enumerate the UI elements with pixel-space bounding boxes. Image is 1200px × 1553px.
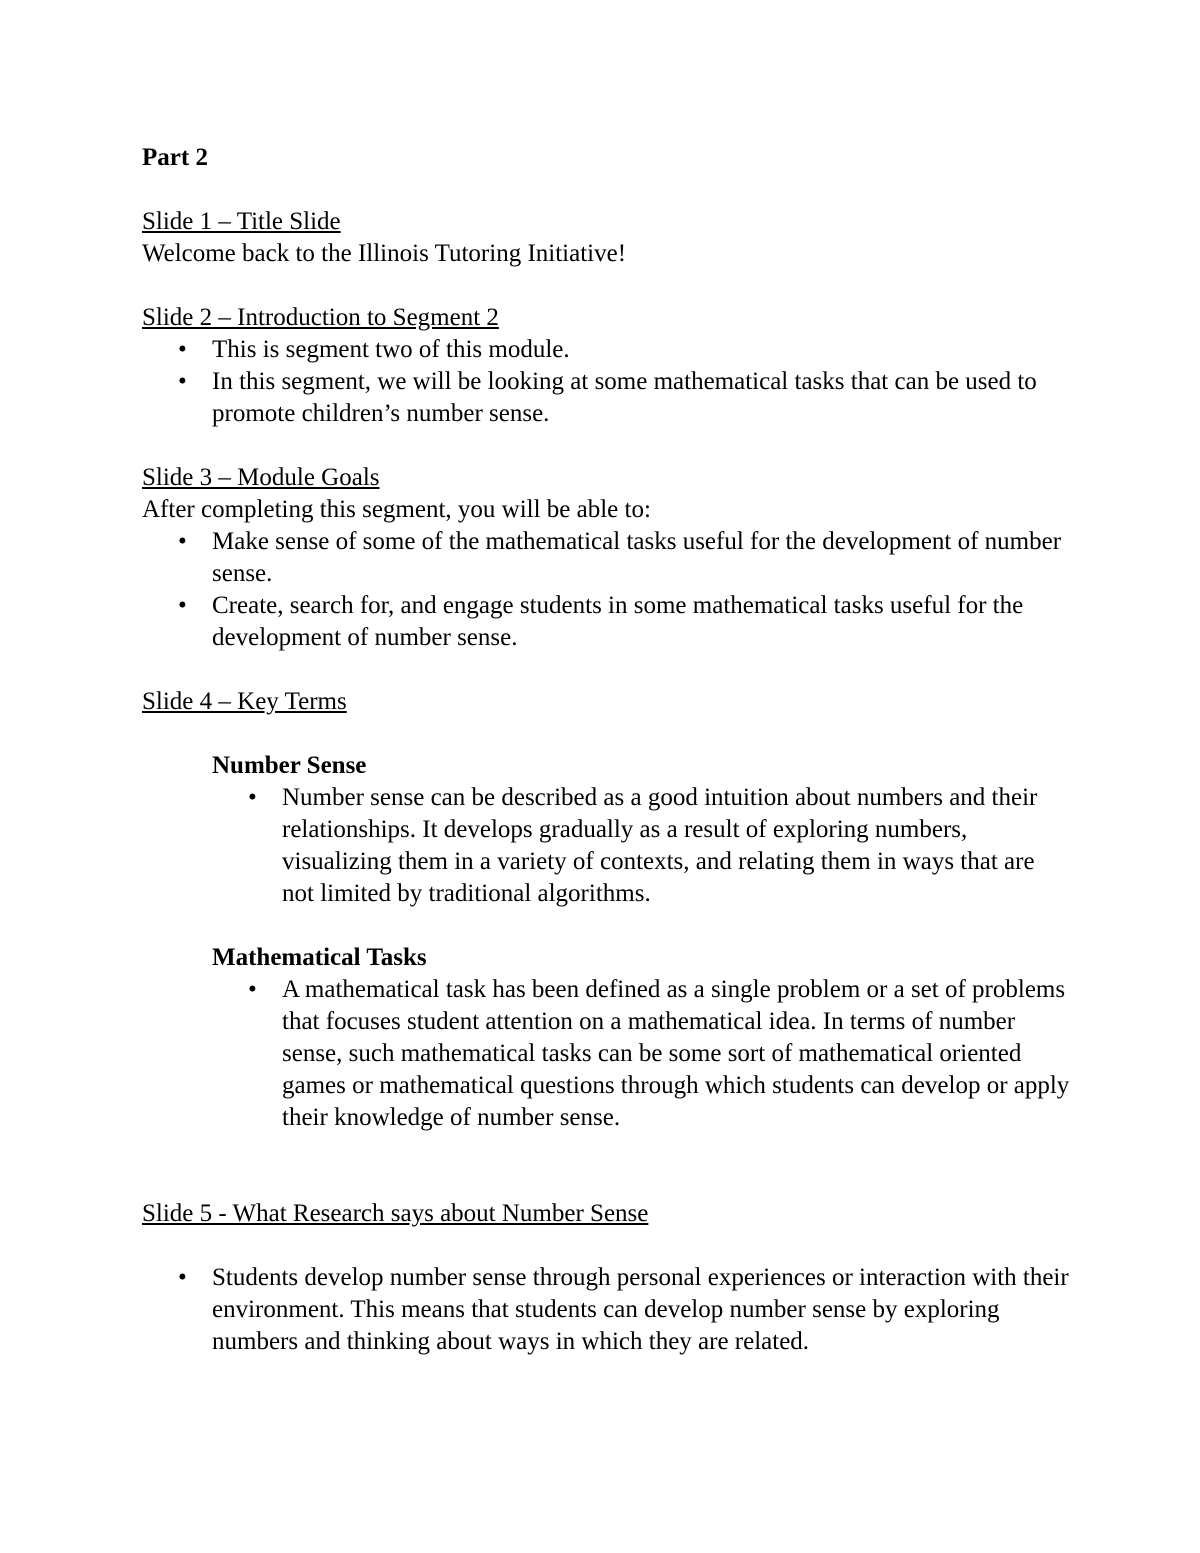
slide-3-section [142, 462, 1072, 654]
bullet-item: • This is segment two of this module. [212, 334, 1072, 366]
bullet-item: • Create, search for, and engage students in some mathematical tasks useful for the development of number sense. [212, 590, 1072, 654]
key-term-title: Mathematical Tasks [212, 944, 427, 971]
key-term-number-sense [212, 750, 1072, 910]
slide-2-section [142, 302, 1072, 430]
slide-4-section [142, 686, 1072, 1134]
slide-3-heading: Slide 3 – Module Goals [142, 464, 380, 491]
key-term-bullets [212, 974, 1072, 1134]
slide-3-bullets [142, 526, 1072, 654]
slide-5-bullets [142, 1262, 1072, 1358]
slide-1-text: Welcome back to the Illinois Tutoring Initiative! [142, 240, 627, 267]
bullet-item: • Students develop number sense through personal experiences or interaction with their environment. This means that students can develop number sense by exploring numbers and thinking about ways in which they are related. [212, 1262, 1072, 1358]
slide-4-heading: Slide 4 – Key Terms [142, 688, 347, 715]
slide-1-heading: Slide 1 – Title Slide [142, 208, 341, 235]
slide-5-heading: Slide 5 - What Research says about Number Sense [142, 1200, 649, 1227]
bullet-item: • In this segment, we will be looking at some mathematical tasks that can be used to promote children’s number sense. [212, 366, 1072, 430]
bullet-item: • Number sense can be described as a good intuition about numbers and their relationships. It develops gradually as a result of exploring numbers, visualizing them in a variety of contexts, and relating them in ways that are not limited by traditional algorithms. [282, 782, 1072, 910]
document-body [142, 142, 1072, 1358]
key-term-mathematical-tasks [212, 942, 1072, 1134]
slide-2-heading: Slide 2 – Introduction to Segment 2 [142, 304, 499, 331]
bullet-item: • Make sense of some of the mathematical tasks useful for the development of number sense. [212, 526, 1072, 590]
key-term-bullets [212, 782, 1072, 910]
part-title: Part 2 [142, 144, 208, 171]
bullet-item: • A mathematical task has been defined as a single problem or a set of problems that focuses student attention on a mathematical idea. In terms of number sense, such mathematical tasks can be some sort of mathematical oriented games or mathematical questions through which students can develop or apply their knowledge of number sense. [282, 974, 1072, 1134]
slide-1-section [142, 206, 1072, 270]
slide-5-section [142, 1198, 1072, 1358]
key-term-title: Number Sense [212, 752, 367, 779]
slide-3-intro: After completing this segment, you will be able to: [142, 496, 651, 523]
slide-2-bullets [142, 334, 1072, 430]
